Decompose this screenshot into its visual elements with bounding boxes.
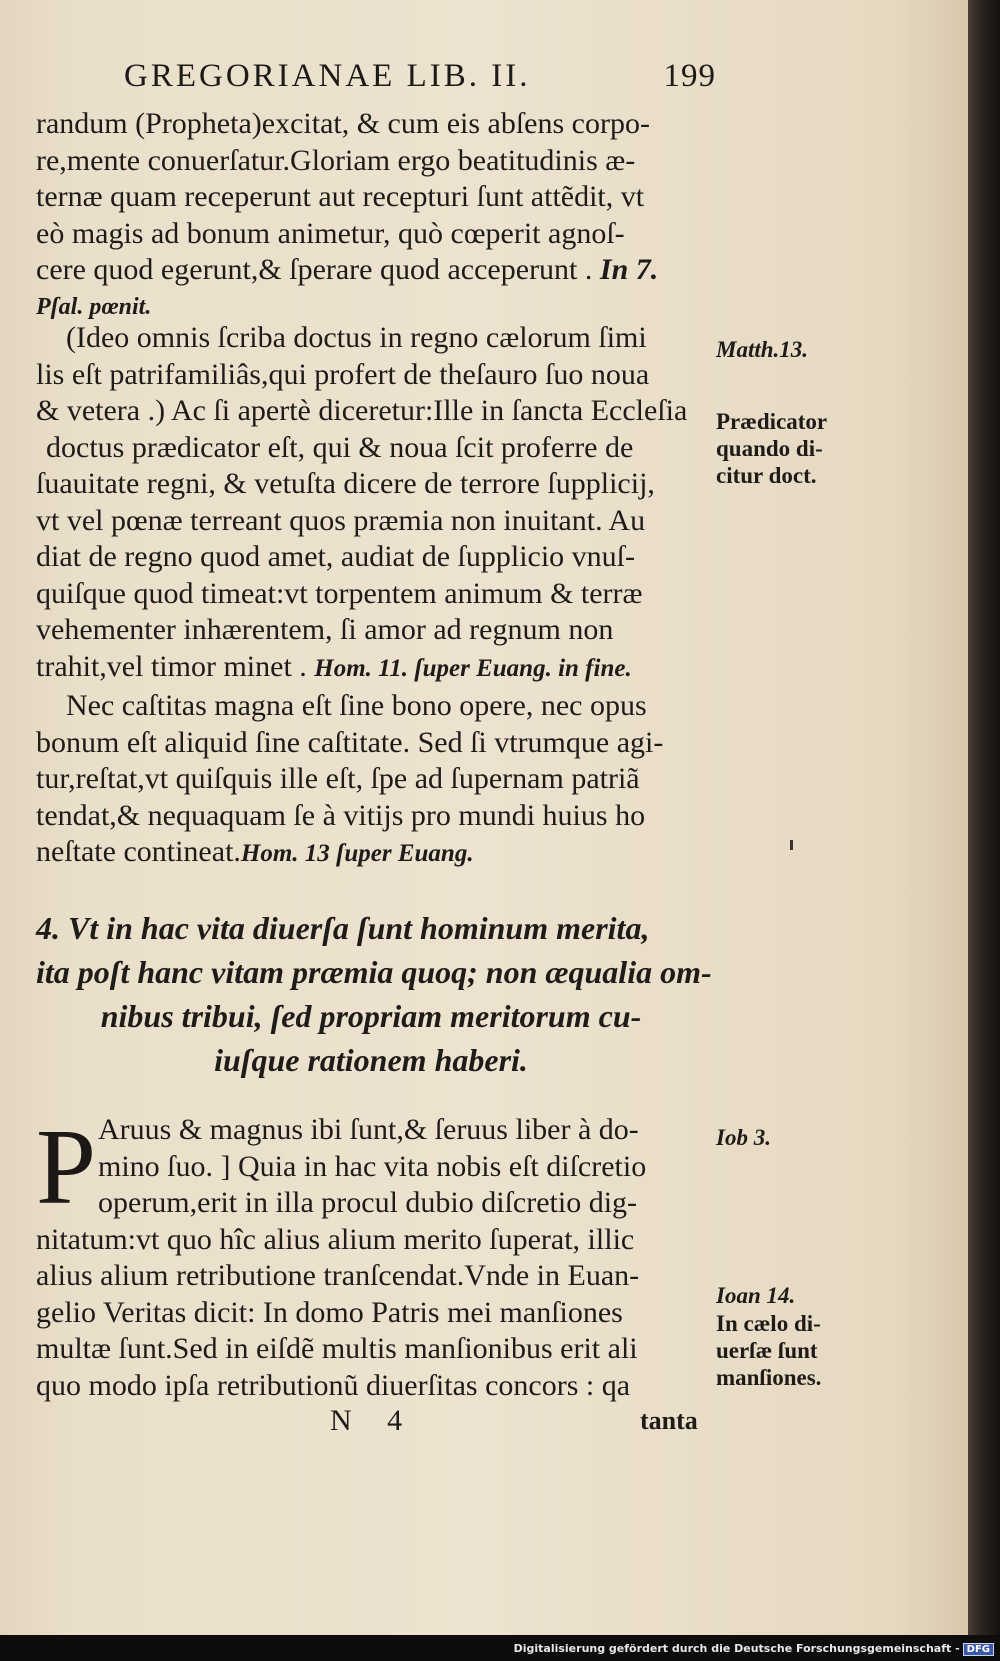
heading-line: 4. Vt in hac vita diuerſa ſunt hominum merita, bbox=[36, 910, 650, 946]
margin-line: Prædicator bbox=[716, 409, 828, 434]
citation-line: Pſal. pœnit. bbox=[36, 293, 152, 320]
text-line: Nec caſtitas magna eſt ſine bono opere, nec opus bbox=[66, 689, 647, 722]
heading-line: iuſque rationem haberi. bbox=[214, 1042, 528, 1078]
text-line: doctus prædicator eſt, qui & noua ſcit proferre de bbox=[46, 430, 634, 464]
margin-note-in-caelo bbox=[716, 1310, 866, 1391]
ink-speck bbox=[790, 840, 793, 850]
text-line: ternæ quam receperunt aut recepturi ſunt attẽdit, vt bbox=[36, 180, 645, 213]
text-line-body: cere quod egerunt,& ſperare quod acceperunt . bbox=[36, 253, 593, 286]
page-number: 199 bbox=[663, 58, 716, 94]
paragraph-2 bbox=[36, 320, 702, 685]
text-line: (Ideo omnis ſcriba doctus in regno cælorum ſimi bbox=[66, 321, 647, 354]
text-line: gelio Veritas dicit: In domo Patris mei manſiones bbox=[36, 1295, 623, 1329]
text-line: nitatum:vt quo hîc alius alium merito ſuperat, illic bbox=[36, 1222, 635, 1256]
section-heading bbox=[36, 906, 712, 1082]
text-line: tur,reſtat,vt quiſquis ille eſt, ſpe ad ſupernam patriã bbox=[36, 762, 640, 795]
text-line: Aruus & magnus ibi ſunt,& ſeruus liber à do- bbox=[98, 1113, 639, 1146]
text-line: & vetera .) Ac ſi apertè diceretur:Ille in ſancta Eccleſia bbox=[36, 394, 688, 427]
text-line bbox=[36, 252, 702, 289]
text-line: multæ ſunt.Sed in eiſdẽ multis manſionibus erit ali bbox=[36, 1332, 638, 1365]
digitization-credit bbox=[514, 1642, 994, 1656]
text-line: vt vel pœnæ terreant quos præmia non inuitant. Au bbox=[36, 503, 646, 537]
credit-text: Digitalisierung gefördert durch die Deutsche Forschungsgemeinschaft - bbox=[513, 1642, 960, 1655]
text-line: tendat,& nequaquam ſe à vitijs pro mundi huius ho bbox=[36, 798, 646, 832]
margin-note-matth: Matth.13. bbox=[716, 337, 809, 362]
text-line: operum,erit in illa procul dubio diſcretio dig- bbox=[98, 1186, 638, 1219]
text-line: vehementer inhærentem, ſi amor ad regnum non bbox=[36, 613, 614, 646]
text-line-body: trahit,vel timor minet . bbox=[36, 649, 307, 683]
running-header bbox=[124, 58, 716, 95]
text-line: ſuauitate regni, & vetuſta dicere de terrore ſupplicij, bbox=[36, 467, 655, 500]
drop-cap: P bbox=[36, 1108, 97, 1227]
catchword: tanta bbox=[640, 1406, 698, 1435]
dfg-logo: DFG bbox=[963, 1643, 994, 1656]
signature-mark: N 4 bbox=[330, 1404, 417, 1437]
margin-note-iob: Iob 3. bbox=[716, 1125, 771, 1150]
margin-note-ioan: Ioan 14. bbox=[716, 1283, 796, 1308]
text-line: diat de regno quod amet, audiat de ſupplicio vnuſ- bbox=[36, 540, 636, 573]
margin-line: In cælo di- bbox=[716, 1311, 821, 1336]
text-line: re,mente conuerſatur.Gloriam ergo beatitudinis æ- bbox=[36, 143, 636, 177]
margin-line: manſiones. bbox=[716, 1365, 822, 1390]
text-line: randum (Propheta)excitat, & cum eis abſens corpo- bbox=[36, 107, 650, 140]
page-edge bbox=[968, 0, 1000, 1635]
paragraph-4 bbox=[36, 1108, 702, 1404]
paragraph-3 bbox=[36, 688, 702, 871]
text-line bbox=[36, 649, 702, 686]
running-title: GREGORIANAE LIB. II. bbox=[124, 58, 531, 94]
margin-line: quando di- bbox=[716, 436, 823, 461]
heading-line: nibus tribui, ſed propriam meritorum cu- bbox=[100, 998, 642, 1034]
heading-line: ita poſt hanc vitam præmia quoq; non æqualia om- bbox=[36, 954, 712, 990]
margin-line: citur doct. bbox=[716, 463, 817, 488]
text-line: bonum eſt aliquid ſine caſtitate. Sed ſi vtrumque agi- bbox=[36, 725, 664, 759]
text-line: lis eſt patrifamiliâs,qui profert de theſauro ſuo noua bbox=[36, 357, 650, 391]
margin-line: uerſæ ſunt bbox=[716, 1338, 818, 1363]
paragraph-1 bbox=[36, 106, 702, 325]
citation: In 7. bbox=[599, 253, 659, 286]
text-line bbox=[36, 834, 702, 871]
text-line: alius alium retributione tranſcendat.Vnde in Euan- bbox=[36, 1259, 640, 1292]
text-line-body: neſtate contineat. bbox=[36, 835, 241, 868]
text-line: quo modo ipſa retributionũ diuerſitas concors : qa bbox=[36, 1368, 631, 1402]
text-line: eò magis ad bonum animetur, quò cœperit agnoſ- bbox=[36, 216, 625, 250]
citation: Hom. 11. ſuper Euang. in fine. bbox=[314, 654, 632, 682]
text-line: quiſque quod timeat:vt torpentem animum & terræ bbox=[36, 576, 643, 610]
margin-note-praedicator bbox=[716, 408, 866, 489]
text-line: mino ſuo. ] Quia in hac vita nobis eſt diſcretio bbox=[98, 1149, 647, 1183]
citation: Hom. 13 ſuper Euang. bbox=[240, 840, 474, 867]
